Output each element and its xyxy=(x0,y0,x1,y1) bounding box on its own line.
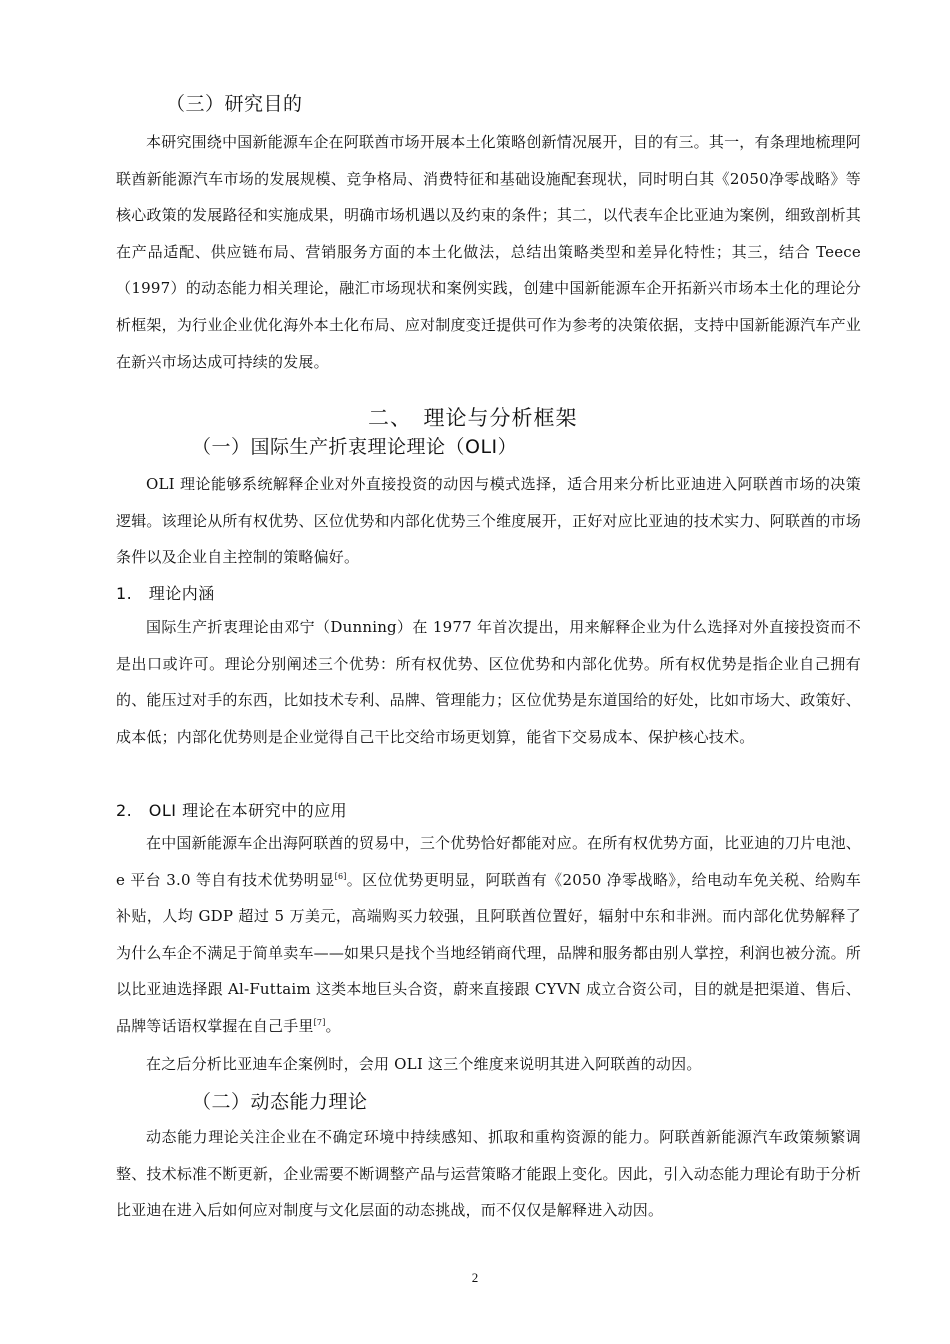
section-heading-dynamic-capability: （二）动态能力理论 xyxy=(192,1091,368,1113)
section-heading-oli: （一）国际生产折衷理论理论（OLI） xyxy=(192,436,518,458)
oli-application-paragraph: 在中国新能源车企出海阿联酋的贸易中，三个优势恰好都能对应。在所有权优势方面，比亚迪的刀片电池、e 平台 3.0 等自有技术优势明显[6]。区位优势更明显，阿联酋有《2050 净零战略》，给电动车免关税、给购车补贴，人均 GDP 超过 5 万美元，高端购买力较强，且阿联酋位置好，辐射中东和非洲。而内部化优势解释了为什么车企不满足于简单卖车——如果只是找个当地经销商代理，品牌和服务都由别人掌控，利润也被分流。所以比亚迪选择跟 Al-Futtaim 这类本地巨头合资，蔚来直接跟 CYVN 成立合资公司，目的就是把渠道、售后、品牌等话语权掌握在自己手里[7]。 xyxy=(116,834,862,1035)
oli-closing-paragraph: 在之后分析比亚迪车企案例时，会用 OLI 这三个维度来说明其进入阿联酋的动因。 xyxy=(146,1055,702,1073)
page-number: 2 xyxy=(471,1270,479,1285)
citation-ref-7: [7] xyxy=(313,1017,326,1027)
oli-intro-paragraph: OLI 理论能够系统解释企业对外直接投资的动因与模式选择，适合用来分析比亚迪进入阿联酋市场的决策逻辑。该理论从所有权优势、区位优势和内部化优势三个维度展开，正好对应比亚迪的技术实力、阿联酋的市场条件以及企业自主控制的策略偏好。 xyxy=(116,475,861,567)
research-purpose-paragraph: 本研究围绕中国新能源车企在阿联酋市场开展本土化策略创新情况展开，目的有三。其一，有条理地梳理阿联酋新能源汽车市场的发展规模、竞争格局、消费特征和基础设施配套现状，同时明白其《2050净零战略》等核心政策的发展路径和实施成果，明确市场机遇以及约束的条件；其二，以代表车企比亚迪为案例，细致剖析其在产品适配、供应链布局、营销服务方面的本土化做法，总结出策略类型和差异化特性；其三，结合 Teece（1997）的动态能力相关理论，融汇市场现状和案例实践，创建中国新能源车企开拓新兴市场本土化的理论分析框架，为行业企业优化海外本土化布局、应对制度变迁提供可作为参考的决策依据，支持中国新能源汽车产业在新兴市场达成可持续的发展。 xyxy=(116,133,861,371)
theory-meaning-paragraph: 国际生产折衷理论由邓宁（Dunning）在 1977 年首次提出，用来解释企业为什么选择对外直接投资而不是出口或许可。理论分别阐述三个优势：所有权优势、区位优势和内部化优势。所有权优势是指企业自己拥有的、能压过对手的东西，比如技术专利、品牌、管理能力；区位优势是东道国给的好处，比如市场大、政策好、成本低；内部化优势则是企业觉得自己干比交给市场更划算，能省下交易成本、保护核心技术。 xyxy=(116,618,861,746)
dynamic-capability-paragraph: 动态能力理论关注企业在不确定环境中持续感知、抓取和重构资源的能力。阿联酋新能源汽车政策频繁调整、技术标准不断更新，企业需要不断调整产品与运营策略才能跟上变化。因此，引入动态能力理论有助于分析比亚迪在进入后如何应对制度与文化层面的动态挑战，而不仅仅是解释进入动因。 xyxy=(116,1128,861,1220)
subheading-theory-meaning: 1. 理论内涵 xyxy=(116,584,215,603)
document-page xyxy=(116,0,861,1344)
section-heading-research-purpose: （三）研究目的 xyxy=(166,93,303,115)
citation-ref-6: [6] xyxy=(334,871,347,881)
chapter-heading-theory: 二、 理论与分析框架 xyxy=(368,406,578,430)
subheading-oli-application: 2. OLI 理论在本研究中的应用 xyxy=(116,801,348,820)
